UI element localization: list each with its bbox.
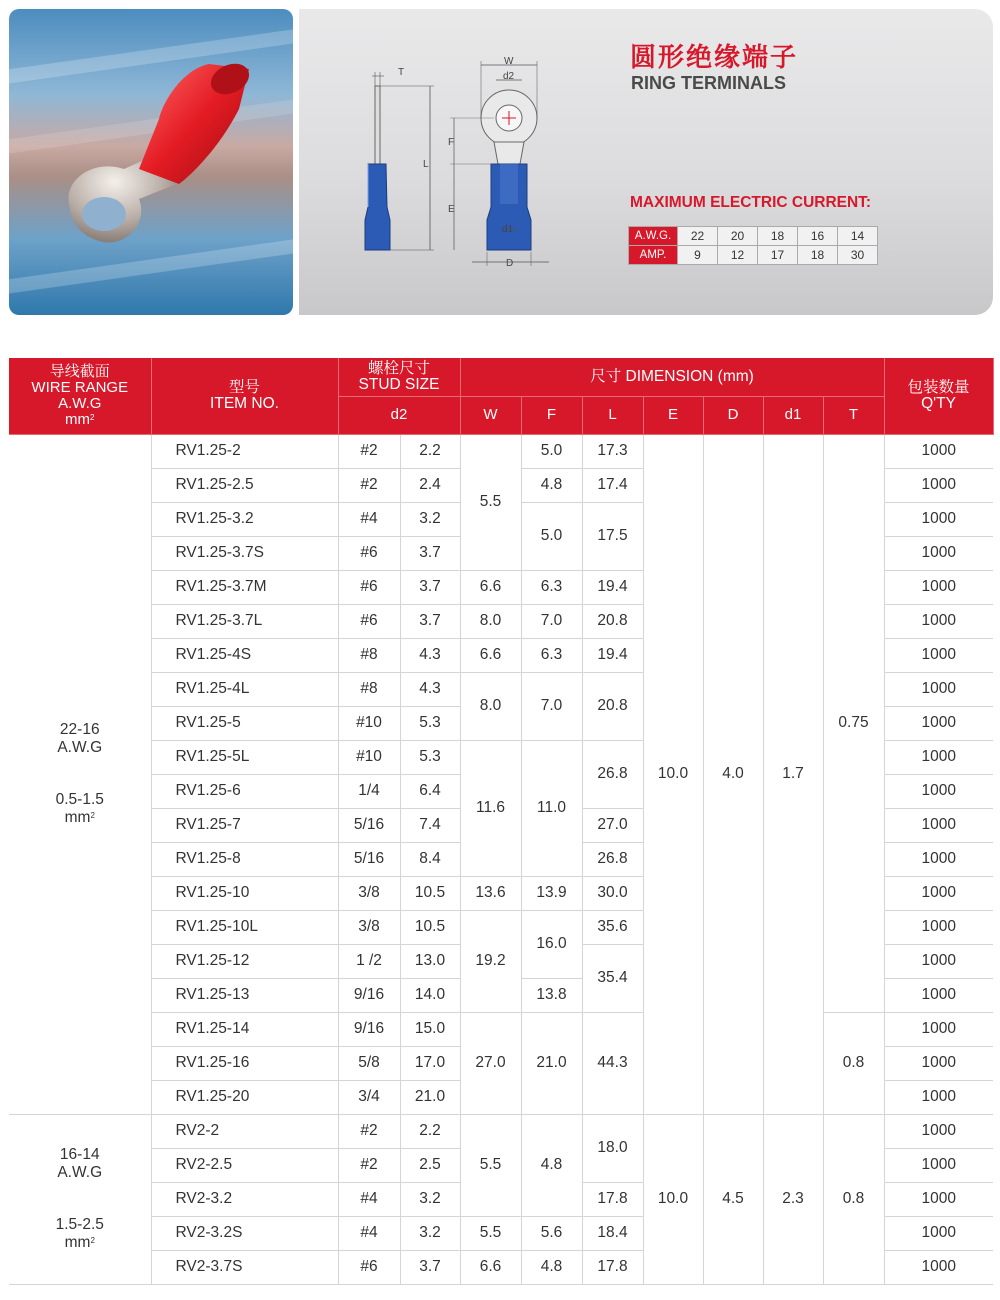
l-cell: 17.8 xyxy=(582,1250,643,1284)
item-no-cell: RV1.25-16 xyxy=(151,1046,338,1080)
stud-size-cell: 5/16 xyxy=(338,842,400,876)
d2-cell: 5.3 xyxy=(400,706,460,740)
current-title: MAXIMUM ELECTRIC CURRENT: xyxy=(630,194,872,211)
stud-size-cell: 3/8 xyxy=(338,876,400,910)
stud-size-cell: #4 xyxy=(338,1216,400,1250)
stud-size-cell: 1 /2 xyxy=(338,944,400,978)
item-no-cell: RV1.25-10L xyxy=(151,910,338,944)
qty-cell: 1000 xyxy=(884,1216,993,1250)
item-no-cell: RV2-2.5 xyxy=(151,1148,338,1182)
e-cell: 10.0 xyxy=(643,434,703,1114)
d2-cell: 3.7 xyxy=(400,604,460,638)
w-cell: 5.5 xyxy=(460,434,521,570)
f-cell: 11.0 xyxy=(521,740,582,876)
e-header: E xyxy=(643,396,703,434)
qty-cell: 1000 xyxy=(884,1012,993,1046)
qty-cell: 1000 xyxy=(884,842,993,876)
stud-size-cell: #6 xyxy=(338,570,400,604)
l-cell: 20.8 xyxy=(582,604,643,638)
f-cell: 4.8 xyxy=(521,468,582,502)
w-cell: 5.5 xyxy=(460,1114,521,1216)
d2-dim-label: d2 xyxy=(503,71,515,82)
d2-cell: 3.7 xyxy=(400,570,460,604)
d2-cell: 21.0 xyxy=(400,1080,460,1114)
stud-size-cell: #8 xyxy=(338,638,400,672)
awg-label: A.W.G. xyxy=(629,227,678,246)
d2-cell: 10.5 xyxy=(400,910,460,944)
item-no-cell: RV2-2 xyxy=(151,1114,338,1148)
l-header: L xyxy=(582,396,643,434)
qty-cell: 1000 xyxy=(884,944,993,978)
l-cell: 18.0 xyxy=(582,1114,643,1182)
f-cell: 6.3 xyxy=(521,638,582,672)
d2-cell: 8.4 xyxy=(400,842,460,876)
w-cell: 13.6 xyxy=(460,876,521,910)
dimension-diagram xyxy=(354,52,554,272)
item-no-cell: RV2-3.7S xyxy=(151,1250,338,1284)
item-no-cell: RV1.25-10 xyxy=(151,876,338,910)
w-cell: 5.5 xyxy=(460,1216,521,1250)
f-cell: 13.9 xyxy=(521,876,582,910)
qty-cell: 1000 xyxy=(884,706,993,740)
l-cell: 27.0 xyxy=(582,808,643,842)
d1-cell: 2.3 xyxy=(763,1114,823,1284)
d2-cell: 3.2 xyxy=(400,502,460,536)
item-no-cell: RV2-3.2 xyxy=(151,1182,338,1216)
l-cell: 17.8 xyxy=(582,1182,643,1216)
f-cell: 5.6 xyxy=(521,1216,582,1250)
qty-cell: 1000 xyxy=(884,978,993,1012)
l-cell: 17.4 xyxy=(582,468,643,502)
stud-size-cell: #4 xyxy=(338,1182,400,1216)
stud-size-en: STUD SIZE xyxy=(358,375,440,393)
d2-cell: 10.5 xyxy=(400,876,460,910)
qty-cell: 1000 xyxy=(884,1046,993,1080)
l-cell: 44.3 xyxy=(582,1012,643,1114)
l-cell: 17.3 xyxy=(582,434,643,468)
wire-range-group-1 xyxy=(9,434,151,1114)
w-cell: 6.6 xyxy=(460,638,521,672)
item-no-cell: RV1.25-20 xyxy=(151,1080,338,1114)
d2-cell: 7.4 xyxy=(400,808,460,842)
stud-size-cell: #4 xyxy=(338,502,400,536)
l-cell: 35.6 xyxy=(582,910,643,944)
item-no-cn: 型号 xyxy=(228,378,260,396)
item-no-cell: RV1.25-6 xyxy=(151,774,338,808)
awg-value: 22 xyxy=(678,227,718,246)
awg-value: 14 xyxy=(838,227,878,246)
wire-range-sup: 2 xyxy=(90,412,95,422)
e-dim-label: E xyxy=(448,204,455,215)
item-no-en: ITEM NO. xyxy=(210,394,279,412)
awg-value: 18 xyxy=(758,227,798,246)
d2-cell: 2.2 xyxy=(400,434,460,468)
item-no-cell: RV1.25-3.7L xyxy=(151,604,338,638)
t-cell: 0.8 xyxy=(823,1012,884,1114)
amp-row xyxy=(629,246,878,265)
awg-value: 20 xyxy=(718,227,758,246)
current-table xyxy=(628,226,878,265)
stud-size-cell: #6 xyxy=(338,536,400,570)
d1-dim-label: d1 xyxy=(502,224,514,235)
w-cell: 19.2 xyxy=(460,910,521,1012)
qty-cell: 1000 xyxy=(884,604,993,638)
d2-cell: 15.0 xyxy=(400,1012,460,1046)
qty-cell: 1000 xyxy=(884,570,993,604)
d2-cell: 14.0 xyxy=(400,978,460,1012)
t-cell: 0.75 xyxy=(823,434,884,1012)
e-cell: 10.0 xyxy=(643,1114,703,1284)
item-no-cell: RV1.25-7 xyxy=(151,808,338,842)
stud-size-cell: #2 xyxy=(338,468,400,502)
f-cell: 21.0 xyxy=(521,1012,582,1114)
stud-size-header xyxy=(338,358,460,396)
item-no-cell: RV1.25-3.7M xyxy=(151,570,338,604)
mm-range: 1.5-2.5 xyxy=(55,1216,104,1233)
awg-row xyxy=(629,227,878,246)
qty-cell: 1000 xyxy=(884,1080,993,1114)
item-no-cell: RV1.25-2.5 xyxy=(151,468,338,502)
item-no-cell: RV1.25-3.7S xyxy=(151,536,338,570)
table-row xyxy=(9,1114,993,1148)
wire-range-header xyxy=(9,358,151,434)
amp-value: 17 xyxy=(758,246,798,265)
d1-cell: 1.7 xyxy=(763,434,823,1114)
qty-header xyxy=(884,358,993,434)
wire-range-en: WIRE RANGE xyxy=(31,378,129,396)
d2-cell: 3.2 xyxy=(400,1182,460,1216)
qty-cell: 1000 xyxy=(884,536,993,570)
qty-cell: 1000 xyxy=(884,434,993,468)
stud-size-cell: #2 xyxy=(338,1114,400,1148)
l-dim-label: L xyxy=(423,159,429,170)
awg-range: 22-16 xyxy=(59,721,100,738)
qty-cn: 包装数量 xyxy=(907,378,970,396)
d2-cell: 3.7 xyxy=(400,1250,460,1284)
qty-cell: 1000 xyxy=(884,672,993,706)
f-header: F xyxy=(521,396,582,434)
d2-cell: 2.2 xyxy=(400,1114,460,1148)
d2-cell: 5.3 xyxy=(400,740,460,774)
item-no-cell: RV1.25-12 xyxy=(151,944,338,978)
dimension-header: 尺寸 DIMENSION (mm) xyxy=(460,358,884,396)
stud-size-cell: 3/8 xyxy=(338,910,400,944)
t-cell: 0.8 xyxy=(823,1114,884,1284)
qty-cell: 1000 xyxy=(884,876,993,910)
t-dim-label: T xyxy=(398,67,405,78)
w-cell: 6.6 xyxy=(460,1250,521,1284)
f-cell: 7.0 xyxy=(521,672,582,740)
amp-value: 12 xyxy=(718,246,758,265)
mm-unit: mm xyxy=(64,1234,91,1251)
ring-terminal-illustration xyxy=(9,9,293,315)
wire-range-mm: mm xyxy=(65,410,91,428)
d2-cell: 3.2 xyxy=(400,1216,460,1250)
f-cell: 4.8 xyxy=(521,1114,582,1216)
f-cell: 4.8 xyxy=(521,1250,582,1284)
stud-size-cell: #2 xyxy=(338,1148,400,1182)
d2-cell: 4.3 xyxy=(400,672,460,706)
superscript-2: 2 xyxy=(90,811,95,820)
d2-cell: 17.0 xyxy=(400,1046,460,1080)
f-cell: 5.0 xyxy=(521,502,582,570)
qty-cell: 1000 xyxy=(884,1148,993,1182)
d2-cell: 4.3 xyxy=(400,638,460,672)
qty-en: Q'TY xyxy=(921,394,956,412)
f-cell: 16.0 xyxy=(521,910,582,978)
d2-cell: 3.7 xyxy=(400,536,460,570)
wire-range-awg: A.W.G xyxy=(58,394,102,412)
w-dim-label: W xyxy=(504,56,514,67)
stud-size-cell: #2 xyxy=(338,434,400,468)
t-header: T xyxy=(823,396,884,434)
stud-size-cn: 螺栓尺寸 xyxy=(368,359,431,377)
l-cell: 17.5 xyxy=(582,502,643,570)
d2-cell: 2.5 xyxy=(400,1148,460,1182)
d2-cell: 13.0 xyxy=(400,944,460,978)
amp-label: AMP. xyxy=(629,246,678,265)
d-cell: 4.0 xyxy=(703,434,763,1114)
d-cell: 4.5 xyxy=(703,1114,763,1284)
d1-header: d1 xyxy=(763,396,823,434)
item-no-header xyxy=(151,358,338,434)
mm-unit: mm xyxy=(64,809,91,826)
f-cell: 5.0 xyxy=(521,434,582,468)
amp-value: 9 xyxy=(678,246,718,265)
stud-size-cell: #6 xyxy=(338,604,400,638)
f-dim-label: F xyxy=(448,137,455,148)
table-row xyxy=(9,434,993,468)
item-no-cell: RV1.25-4L xyxy=(151,672,338,706)
stud-size-cell: #10 xyxy=(338,706,400,740)
stud-size-cell: 5/8 xyxy=(338,1046,400,1080)
wire-range-cn: 导线截面 xyxy=(49,362,110,380)
stud-size-cell: 1/4 xyxy=(338,774,400,808)
d-dim-label: D xyxy=(506,258,514,269)
stud-size-cell: #6 xyxy=(338,1250,400,1284)
superscript-2: 2 xyxy=(90,1236,95,1245)
stud-size-cell: 5/16 xyxy=(338,808,400,842)
l-cell: 26.8 xyxy=(582,842,643,876)
page-title-en: RING TERMINALS xyxy=(631,73,786,93)
header-row-1 xyxy=(9,358,993,396)
stud-size-cell: #10 xyxy=(338,740,400,774)
awg-unit: A.W.G xyxy=(57,739,103,756)
d2-cell: 6.4 xyxy=(400,774,460,808)
d2-header: d2 xyxy=(338,396,460,434)
l-cell: 30.0 xyxy=(582,876,643,910)
w-cell: 27.0 xyxy=(460,1012,521,1114)
awg-unit: A.W.G xyxy=(57,1164,103,1181)
stud-size-cell: 9/16 xyxy=(338,978,400,1012)
item-no-cell: RV2-3.2S xyxy=(151,1216,338,1250)
item-no-cell: RV1.25-8 xyxy=(151,842,338,876)
w-header: W xyxy=(460,396,521,434)
l-cell: 18.4 xyxy=(582,1216,643,1250)
qty-cell: 1000 xyxy=(884,774,993,808)
l-cell: 35.4 xyxy=(582,944,643,1012)
item-no-cell: RV1.25-13 xyxy=(151,978,338,1012)
w-cell: 8.0 xyxy=(460,604,521,638)
f-cell: 13.8 xyxy=(521,978,582,1012)
l-cell: 19.4 xyxy=(582,570,643,604)
amp-value: 18 xyxy=(798,246,838,265)
qty-cell: 1000 xyxy=(884,1250,993,1284)
qty-cell: 1000 xyxy=(884,502,993,536)
qty-cell: 1000 xyxy=(884,1114,993,1148)
item-no-cell: RV1.25-14 xyxy=(151,1012,338,1046)
awg-range: 16-14 xyxy=(59,1146,100,1163)
mm-range: 0.5-1.5 xyxy=(55,791,104,808)
qty-cell: 1000 xyxy=(884,638,993,672)
item-no-cell: RV1.25-5L xyxy=(151,740,338,774)
qty-cell: 1000 xyxy=(884,740,993,774)
item-no-cell: RV1.25-2 xyxy=(151,434,338,468)
qty-cell: 1000 xyxy=(884,808,993,842)
qty-cell: 1000 xyxy=(884,910,993,944)
qty-cell: 1000 xyxy=(884,468,993,502)
spec-table xyxy=(9,358,994,1285)
item-no-cell: RV1.25-5 xyxy=(151,706,338,740)
wire-range-group-2 xyxy=(9,1114,151,1284)
w-cell: 8.0 xyxy=(460,672,521,740)
stud-size-cell: 9/16 xyxy=(338,1012,400,1046)
table-row xyxy=(9,1012,993,1046)
item-no-cell: RV1.25-4S xyxy=(151,638,338,672)
awg-value: 16 xyxy=(798,227,838,246)
qty-cell: 1000 xyxy=(884,1182,993,1216)
page-title-cn: 圆形绝缘端子 xyxy=(630,43,799,73)
amp-value: 30 xyxy=(838,246,878,265)
f-cell: 6.3 xyxy=(521,570,582,604)
stud-size-cell: 3/4 xyxy=(338,1080,400,1114)
product-photo xyxy=(9,9,293,315)
f-cell: 7.0 xyxy=(521,604,582,638)
l-cell: 19.4 xyxy=(582,638,643,672)
w-cell: 6.6 xyxy=(460,570,521,604)
stud-size-cell: #8 xyxy=(338,672,400,706)
item-no-cell: RV1.25-3.2 xyxy=(151,502,338,536)
l-cell: 26.8 xyxy=(582,740,643,808)
spec-body xyxy=(9,434,993,1284)
d2-cell: 2.4 xyxy=(400,468,460,502)
d-header: D xyxy=(703,396,763,434)
w-cell: 11.6 xyxy=(460,740,521,876)
l-cell: 20.8 xyxy=(582,672,643,740)
